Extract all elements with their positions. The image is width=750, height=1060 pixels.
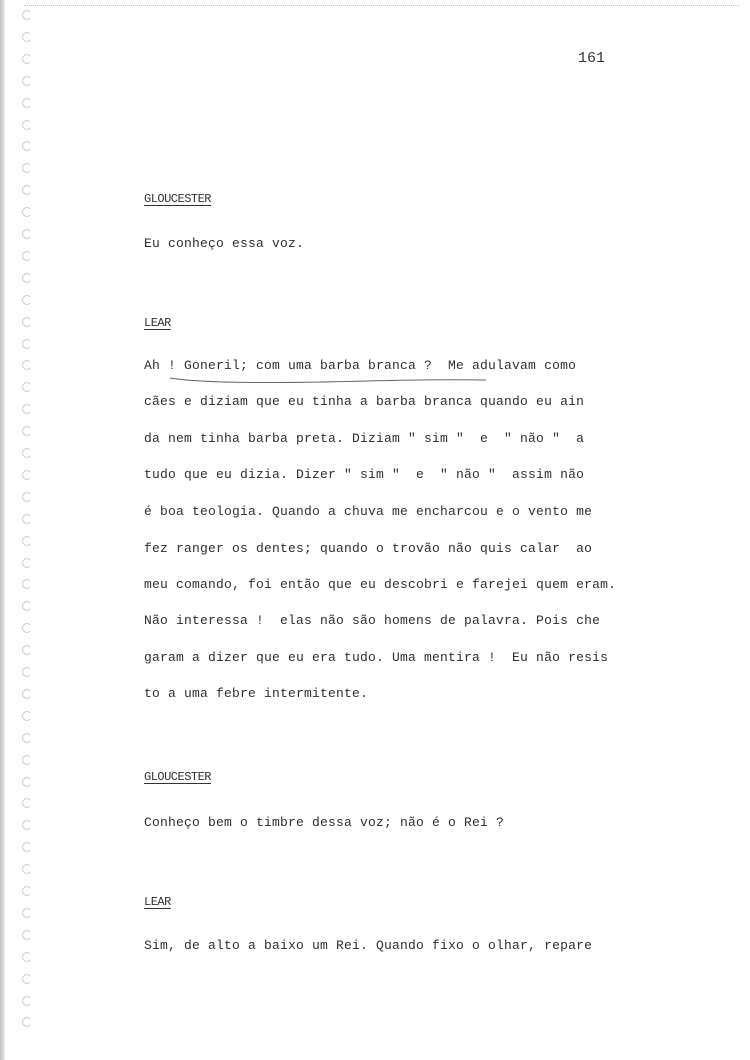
speaker-name: LEAR (144, 316, 171, 330)
binding-hole (22, 185, 32, 195)
binding-hole (22, 601, 32, 611)
binding-hole (22, 382, 32, 392)
handwritten-underline (168, 375, 488, 385)
binding-hole (22, 864, 32, 874)
binding-hole (22, 667, 32, 677)
page-number: 161 (578, 50, 606, 67)
binding-hole (22, 251, 32, 261)
dialogue-line: garam a dizer que eu era tudo. Uma mentira ! Eu não resis (144, 650, 609, 665)
binding-hole (22, 645, 32, 655)
binding-hole (22, 273, 32, 283)
binding-hole (22, 777, 32, 787)
binding-holes (22, 10, 42, 1050)
binding-hole (22, 360, 32, 370)
binding-hole (22, 623, 32, 633)
dialogue-line: cães e diziam que eu tinha a barba branca quando eu ain (144, 394, 585, 409)
binding-hole (22, 229, 32, 239)
binding-hole (22, 295, 32, 305)
binding-hole (22, 755, 32, 765)
binding-hole (22, 54, 32, 64)
dialogue-line: Conheço bem o timbre dessa voz; não é o Rei ? (144, 815, 505, 830)
binding-hole (22, 974, 32, 984)
dialogue-line: da nem tinha barba preta. Diziam " sim " e " não " a (144, 431, 585, 446)
binding-hole (22, 76, 32, 86)
binding-hole (22, 339, 32, 349)
binding-hole (22, 207, 32, 217)
binding-hole (22, 579, 32, 589)
dialogue-line: Ah ! Goneril; com uma barba branca ? Me adulavam como (144, 358, 577, 373)
binding-hole (22, 10, 32, 20)
binding-hole (22, 98, 32, 108)
binding-hole (22, 448, 32, 458)
binding-hole (22, 32, 32, 42)
dialogue-line: tudo que eu dizia. Dizer " sim " e " não " assim não (144, 467, 585, 482)
binding-hole (22, 514, 32, 524)
binding-hole (22, 842, 32, 852)
binding-hole (22, 996, 32, 1006)
binding-hole (22, 470, 32, 480)
dialogue-line: é boa teologia. Quando a chuva me encharcou e o vento me (144, 504, 593, 519)
binding-hole (22, 930, 32, 940)
binding-hole (22, 711, 32, 721)
dialogue-line: Não interessa ! elas não são homens de palavra. Pois che (144, 613, 601, 628)
speaker-name: LEAR (144, 895, 171, 909)
binding-hole (22, 820, 32, 830)
binding-hole (22, 120, 32, 130)
binding-hole (22, 426, 32, 436)
binding-hole (22, 492, 32, 502)
dialogue-line: meu comando, foi então que eu descobri e farejei quem eram. (144, 577, 617, 592)
binding-hole (22, 908, 32, 918)
binding-hole (22, 689, 32, 699)
binding-hole (22, 886, 32, 896)
speaker-name: GLOUCESTER (144, 770, 212, 784)
binding-hole (22, 536, 32, 546)
binding-hole (22, 404, 32, 414)
binding-hole (22, 317, 32, 327)
binding-hole (22, 163, 32, 173)
binding-hole (22, 558, 32, 568)
page-edge (0, 0, 5, 1060)
dialogue-line: Eu conheço essa voz. (144, 236, 305, 251)
top-perforation-line (24, 5, 740, 6)
dialogue-line: Sim, de alto a baixo um Rei. Quando fixo o olhar, repare (144, 938, 593, 953)
binding-hole (22, 1017, 32, 1027)
dialogue-line: to a uma febre intermitente. (144, 686, 369, 701)
dialogue-line: fez ranger os dentes; quando o trovão não quis calar ao (144, 541, 593, 556)
binding-hole (22, 798, 32, 808)
speaker-name: GLOUCESTER (144, 192, 212, 206)
binding-hole (22, 141, 32, 151)
binding-hole (22, 733, 32, 743)
binding-hole (22, 952, 32, 962)
